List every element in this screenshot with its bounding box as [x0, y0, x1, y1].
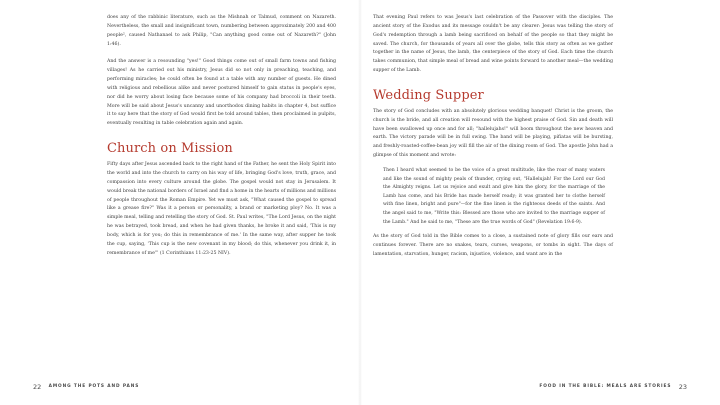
page-gutter	[358, 0, 362, 405]
right-page-number: 23	[678, 383, 687, 391]
right-paragraph-2: The story of God concludes with an absolutely glorious wedding banquet! Christ is the groom, the church is the bride, and all creation will resound with the highest praise of God. Sin and death will have been swallowed up once and for all; "hallelujahs!" will boom throughout the new heaven and earth. The victory parade will be in full swing. The band will be playing, pifiatas will be bursting, and freshly-roasted-coffee-bean joy will fill the air of the dining room of God. The apostle John had a glimpse of this moment and wrote:	[373, 108, 613, 159]
right-paragraph-3: As the story of God told in the Bible comes to a close, a sustained note of glory fills our ears and continues forever. There are no snakes, tears, curses, weapons, or tombs in sight. The days of lamentation, starvation, hunger, racism, injustice, violence, and want are in the	[373, 234, 613, 257]
right-running-head: FOOD IN THE BIBLE: MEALS ARE STORIES	[539, 384, 672, 389]
left-running-head: AMONG THE POTS AND PANS	[48, 384, 140, 389]
section-heading-wedding-supper: Wedding Supper	[373, 87, 484, 103]
right-folio	[539, 384, 693, 392]
section-heading-church-on-mission: Church on Mission	[107, 141, 233, 157]
right-page-column	[373, 14, 613, 260]
left-page-column	[107, 14, 336, 258]
left-page-number: 22	[33, 383, 42, 391]
left-folio	[27, 384, 139, 392]
left-paragraph-2: And the answer is a resounding "yes!" Good things come out of small farm towns and fishing villages! As he carried out his ministry, Jesus did so not only in preaching, teaching, and performing miracles; he could often be found at a table with any number of guests. He dined with religious and rebellious alike and never postured himself to gain status in people's eyes, nor did he worry about losing face because some of his company had broccoli in their teeth. More will be said about Jesus's uncanny and unorthodox dining habits in chapter 4, but suffice it to say here that the story of God would first be told around tables, then proclaimed in pulpits, eventually resulting in table celebration again and again.	[107, 59, 336, 127]
left-paragraph-1: does any of the rabbinic literature, such as the Mishnah or Talmud, comment on Nazareth. Nevertheless, the small and insignificant town, numbering between approximately 200 and 400 people², caused Nathanael to ask Philip, "Can anything good come out of Nazareth?" (John 1:46).	[107, 15, 336, 47]
right-paragraph-1: That evening Paul refers to was Jesus's last celebration of the Passover with the disciples. The ancient story of the Exodus and its message couldn't be any clearer: Jesus was telling the story of God's redemption through a lamb being sacrificed on behalf of the people so that they might be saved. The church, for thousands of years all over the globe, tells this story as often as we gather together in the name of Jesus, the lamb, the centerpiece of the story of God. Each time the church takes communion, that simple meal of bread and wine points forward to another meal—the wedding supper of the Lamb.	[373, 15, 613, 74]
scripture-blockquote: Then I heard what seemed to be the voice of a great multitude, like the roar of many waters and like the sound of mighty peals of thunder, crying out, "Hallelujah! For the Lord our God the Almighty reigns. Let us rejoice and exult and give him the glory, for the marriage of the Lamb has come, and his Bride has made herself ready; it was granted her to clothe herself with fine linen, bright and pure"—for the fine linen is the righteous deeds of the saints. And the angel said to me, "Write this: Blessed are those who are invited to the marriage supper of the Lamb." And he said to me, "These are the true words of God" (Revelation 19:6-9).	[383, 167, 605, 225]
left-paragraph-3: Fifty days after Jesus ascended back to the right hand of the Father, he sent the Holy Spirit into the world and into the church to carry on his way of life, bringing God's love, truth, grace, and compassion into every culture around the globe. The gospel would not stay in Jerusalem. It would break the national borders of Israel and find a home in the hearts of millions and millions of people throughout the Roman Empire. Yet we must ask, "What caused the gospel to spread like a grease fire?" Was it a person or personality, a brand or marketing ploy? No. It was a simple meal, telling and retelling the story of God. St. Paul writes, "The Lord Jesus, on the night he was betrayed, took bread, and when he had given thanks, he broke it and said, 'This is my body, which is for you; do this in remembrance of me.' In the same way, after supper he took the cup, saying, 'This cup is the new covenant in my blood; do this, whenever you drink it, in remembrance of me'" (1 Corinthians 11:23-25 NIV).	[107, 162, 336, 256]
